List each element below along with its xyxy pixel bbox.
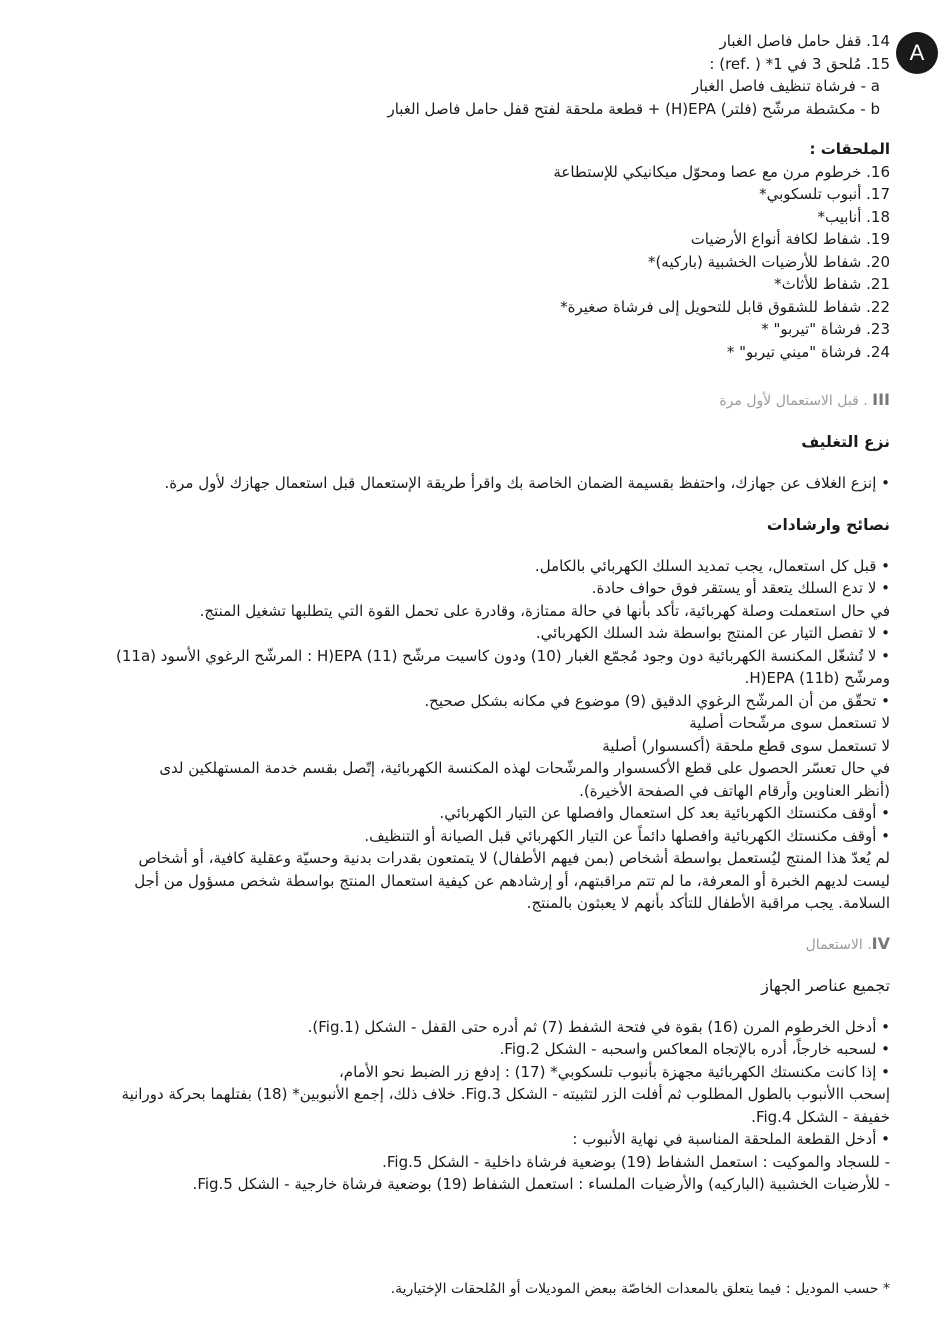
section-number: IV xyxy=(871,933,890,953)
list-item: في حال استعملت وصلة كهربائية، تأكد بأنها في حالة ممتازة، وقادرة على تحمل القوة التي يتطلبها تشغيل المنتج. xyxy=(199,601,890,620)
list-item: 14. قفل حامل فاصل الغبار xyxy=(719,32,890,50)
list-item: 22. شفاط للشقوق قابل للتحويل إلى فرشاة صغيرة* xyxy=(560,297,890,316)
list-item: لم يُعدّ هذا المنتج ليُستعمل بواسطة أشخاص (بمن فيهم الأطفال) لا يتمتعون بقدرات بدنية وحسيّة وعقلية كافية، أو أشخاص xyxy=(138,849,890,867)
list-item: 18. أنابيب* xyxy=(817,207,890,226)
assembly-heading: تجميع عناصر الجهاز xyxy=(761,975,890,995)
accessories-heading: الملحقات : xyxy=(809,140,890,158)
list-item: • لا تفصل التيار عن المنتج بواسطة شد السلك الكهربائي. xyxy=(535,624,890,642)
assembly-list xyxy=(100,1016,890,1196)
tips-heading: نصائح وارشادات xyxy=(766,515,890,534)
section-number: III xyxy=(872,390,890,409)
list-item: في حال تعسّر الحصول على قطع الأكسسوار والمرشّحات لهذه المكنسة الكهربائية، إتّصل بقسم خدمة المستهلكين لدى xyxy=(159,759,890,777)
section-title: قبل الاستعمال لأول مرة xyxy=(719,393,859,409)
list-item: 15. مُلحق 3 في 1* ( .ref) : xyxy=(709,54,890,73)
list-item: • أدخل القطعة الملحقة المناسبة في نهاية الأنبوب : xyxy=(572,1130,890,1148)
section-heading-before-first-use: III . قبل الاستعمال لأول مرة xyxy=(719,390,890,409)
list-item: 24. فرشاة "ميني تيربو" * xyxy=(726,342,890,361)
list-item: - للأرضيات الخشبية (الباركيه) والأرضيات الملساء : استعمل الشفاط (19) بوضعية فرشاة خارجية - الشكل Fig.5. xyxy=(192,1175,890,1193)
parts-list xyxy=(100,30,890,120)
list-item: • تحقّق من أن المرشّح الرغوي الدقيق (9) موضوع في مكانه بشكل صحيح. xyxy=(424,691,890,710)
list-item: - للسجاد والموكيت : استعمل الشفاط (19) بوضعية فرشاة داخلية - الشكل Fig.5. xyxy=(382,1152,890,1171)
list-item: a - فرشاة تنظيف فاصل الغبار xyxy=(691,77,880,95)
list-item: 17. أنبوب تلسكوبي* xyxy=(759,185,890,203)
list-item: • لا تُشغّل المكنسة الكهربائية دون وجود مُجمّع الغبار (10) ودون كاسيت مرشّح H)EPA (11) : المرشّح الرغوي الأسود (11a) xyxy=(116,646,890,665)
section-heading-use: IV. الاستعمال xyxy=(805,933,890,953)
list-item: • قبل كل استعمال، يجب تمديد السلك الكهربائي بالكامل. xyxy=(534,556,890,575)
list-item: 21. شفاط للأثاث* xyxy=(774,275,890,293)
list-item: • أدخل الخرطوم المرن (16) بقوة في فتحة الشفط (7) ثم أدره حتى القفل - الشكل (Fig.1). xyxy=(307,1017,890,1036)
tips-list xyxy=(100,555,890,915)
list-item: 19. شفاط لكافة أنواع الأرضيات xyxy=(690,230,890,248)
list-item: (أنظر العناوين وأرقام الهاتف في الصفحة الأخيرة). xyxy=(579,781,890,800)
list-item: لا تستعمل سوى مرشّحات أصلية xyxy=(689,714,890,732)
list-item: السلامة. يجب مراقبة الأطفال للتأكد بأنهم لا يعبثون بالمنتج. xyxy=(526,894,890,912)
footnote: * حسب الموديل : فيما يتعلق بالمعدات الخاصّة ببعض الموديلات أو المُلحقات الإختيارية. xyxy=(390,1281,890,1297)
list-item: • أوقف مكنستك الكهربائية بعد كل استعمال وافصلها عن التيار الكهربائي. xyxy=(439,804,890,822)
accessories-list xyxy=(100,161,890,364)
section-letter-badge: A xyxy=(896,32,938,74)
list-item: 16. خرطوم مرن مع عصا ومحوّل ميكانيكي للإستطاعة xyxy=(553,162,890,181)
list-item: • إذا كانت مكنستك الكهربائية مجهزة بأنبوب تلسكوبي* (17) : إدفع زر الضبط نحو الأمام، xyxy=(338,1062,890,1081)
list-item: ومرشّح H)EPA (11b). xyxy=(744,669,890,687)
section-title: الاستعمال xyxy=(805,936,863,953)
unpacking-heading: نزع التغليف xyxy=(801,433,890,451)
list-item: ليست لديهم الخبرة أو المعرفة، ما لم تتم مراقبتهم، أو إرشادهم عن كيفية استعمال المنتج بواسطة شخص مسؤول من أجل xyxy=(134,871,890,890)
list-item: خفيفة - الشكل Fig.4. xyxy=(751,1107,890,1126)
list-item: • أوقف مكنستك الكهربائية وافصلها دائماً عن التيار الكهربائي قبل الصيانة أو التنظيف. xyxy=(364,826,890,845)
list-item: b - مكشطة مرشّح (فلتر) H)EPA) + قطعة ملحقة لفتح قفل حامل فاصل الغبار xyxy=(387,99,880,118)
list-item: لا تستعمل سوى قطع ملحقة (أكسسوار) أصلية xyxy=(602,736,890,755)
list-item: 23. فرشاة "تيربو" * xyxy=(761,320,890,338)
list-item: 20. شفاط للأرضيات الخشبية (باركيه)* xyxy=(647,252,890,271)
list-item: • لا تدع السلك يتعقد أو يستقر فوق حواف حادة. xyxy=(591,579,890,597)
list-item: إسحب االأنبوب بالطول المطلوب ثم أفلت الزر لتثبيته - الشكل Fig.3. خلاف ذلك، إجمع الأنبوبين* (18) بفتلهما بحركة دورانية xyxy=(121,1085,890,1103)
list-item: • لسحبه خارجاً، أدره بالإتجاه المعاكس واسحبه - الشكل Fig.2. xyxy=(499,1040,890,1058)
unpacking-text: • إنزع الغلاف عن جهازك، واحتفظ بقسيمة الضمان الخاصة بك واقرأ طريقة الإستعمال قبل استعمال جهازك لأول مرة. xyxy=(164,474,890,492)
document-page xyxy=(100,30,890,1196)
